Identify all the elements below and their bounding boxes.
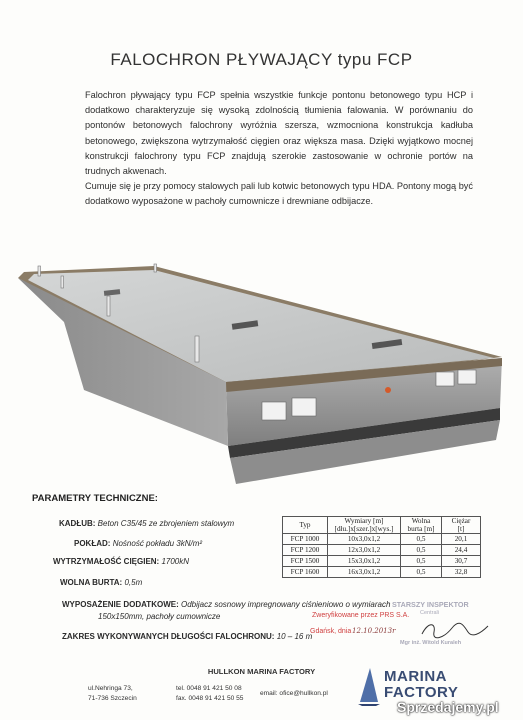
table-cell: 30,7: [442, 556, 481, 567]
spec-kadlub: KADŁUB: Beton C35/45 ze zbrojeniem stalowym: [59, 519, 235, 528]
stamp-date: 12.10.2013r: [352, 627, 396, 635]
table-cell: FCP 1200: [283, 545, 328, 556]
spec-poklad: POKŁAD: Nośność pokładu 3kN/m²: [74, 539, 203, 548]
table-header-ciezar: Ciężar [t]: [442, 517, 481, 534]
page-title: FALOCHRON PŁYWAJĄCY typu FCP: [110, 50, 413, 69]
breakwater-illustration: [14, 262, 514, 490]
table-cell: 12x3,0x1,2: [328, 545, 401, 556]
table-header-typ: Typ: [283, 517, 328, 534]
table-cell: 0,5: [401, 556, 442, 567]
table-cell: 24,4: [442, 545, 481, 556]
spec-wyposazenie: WYPOSAŻENIE DODATKOWE: Odbijacz sosnowy impregnowany ciśnieniowo o wymiarach: [62, 600, 391, 609]
table-header-wymiary: Wymiary [m] [dłu.]x[szer.]x[wys.]: [328, 517, 401, 534]
table-cell: 32,8: [442, 567, 481, 578]
table-row: [283, 545, 481, 556]
stamp-centrali: Centrali: [420, 610, 439, 616]
spec-ciegien: WYTRZYMAŁOŚĆ CIĘGIEN: 1700kN: [53, 557, 190, 566]
spec-burta: WOLNA BURTA: 0,5m: [60, 578, 143, 587]
footer-fax: fax. 0048 91 421 50 55: [176, 695, 244, 702]
intro-paragraph-1: Falochron pływający typu FCP spełnia wszystkie funkcje pontonu betonowego typu HCP i dodatkowo charakteryzuje się wysoką zdolnością tłumienia falowania. W porównaniu do pontonów betonowych falochrony wyróżnia szersza, wzmocniona konstrukcja kadłuba betonowego, zwiększona wytrzymałość cięgien oraz większa masa. Dzięki wyjątkowo mocnej konstrukcji falochrony typu FCP znajdują szerokie zastosowanie w ochronie portów na trudnych akwenach.: [85, 90, 473, 177]
logo-line-1: MARINA: [384, 668, 447, 685]
signature-icon: [418, 618, 490, 640]
footer-company: HULLKON MARINA FACTORY: [207, 667, 316, 676]
stamp-inspector: STARSZY INSPEKTOR: [392, 600, 469, 609]
table-cell: FCP 1000: [283, 534, 328, 545]
table-cell: 10x3,0x1,2: [328, 534, 401, 545]
table-cell: 0,5: [401, 534, 442, 545]
table-row: [283, 534, 481, 545]
table-cell: 0,5: [401, 567, 442, 578]
hull-opening: [262, 402, 286, 420]
logo-line-2: FACTORY: [384, 684, 459, 701]
stamp-city: Gdańsk, dnia: [310, 628, 352, 635]
footer-city: 71-736 Szczecin: [88, 695, 137, 702]
spec-zakres: ZAKRES WYKONYWANYCH DŁUGOŚCI FALOCHRONU: 10 – 16 m: [62, 632, 313, 641]
table-row: [283, 556, 481, 567]
table-cell: FCP 1600: [283, 567, 328, 578]
table-header-burta: Wolna burta [m]: [401, 517, 442, 534]
table-row: [283, 567, 481, 578]
table-cell: 20,1: [442, 534, 481, 545]
intro-text: [85, 88, 473, 210]
sail-logo-icon: [356, 666, 382, 706]
table-header-row: [283, 517, 481, 534]
table-cell: 0,5: [401, 545, 442, 556]
intro-paragraph-2: Cumuje się je przy pomocy stalowych pali lub kotwic betonowych typu HDA. Pontony mogą być dodatkowo wyposażone w pachoły cumownicze i drewniane odbijacze.: [85, 181, 473, 207]
table-cell: 15x3,0x1,2: [328, 556, 401, 567]
footer-email: email: ofice@hullkon.pl: [260, 690, 328, 697]
specs-heading: PARAMETRY TECHNICZNE:: [32, 493, 158, 504]
dimensions-table: [282, 516, 481, 578]
footer-street: ul.Nehringa 73,: [88, 685, 133, 692]
table-cell: 16x3,0x1,2: [328, 567, 401, 578]
stamp-name: Mgr inż. Witold Kuraleh: [400, 640, 462, 646]
footer-tel: tel. 0048 91 421 50 08: [176, 685, 242, 692]
table-cell: FCP 1500: [283, 556, 328, 567]
spec-wyposazenie-cont: 150x150mm, pachoły cumownicze: [98, 612, 221, 621]
watermark: Sprzedajemy.pl: [397, 699, 499, 715]
stamp-verified: Zweryfikowane przez PRS S.A.: [312, 612, 410, 619]
